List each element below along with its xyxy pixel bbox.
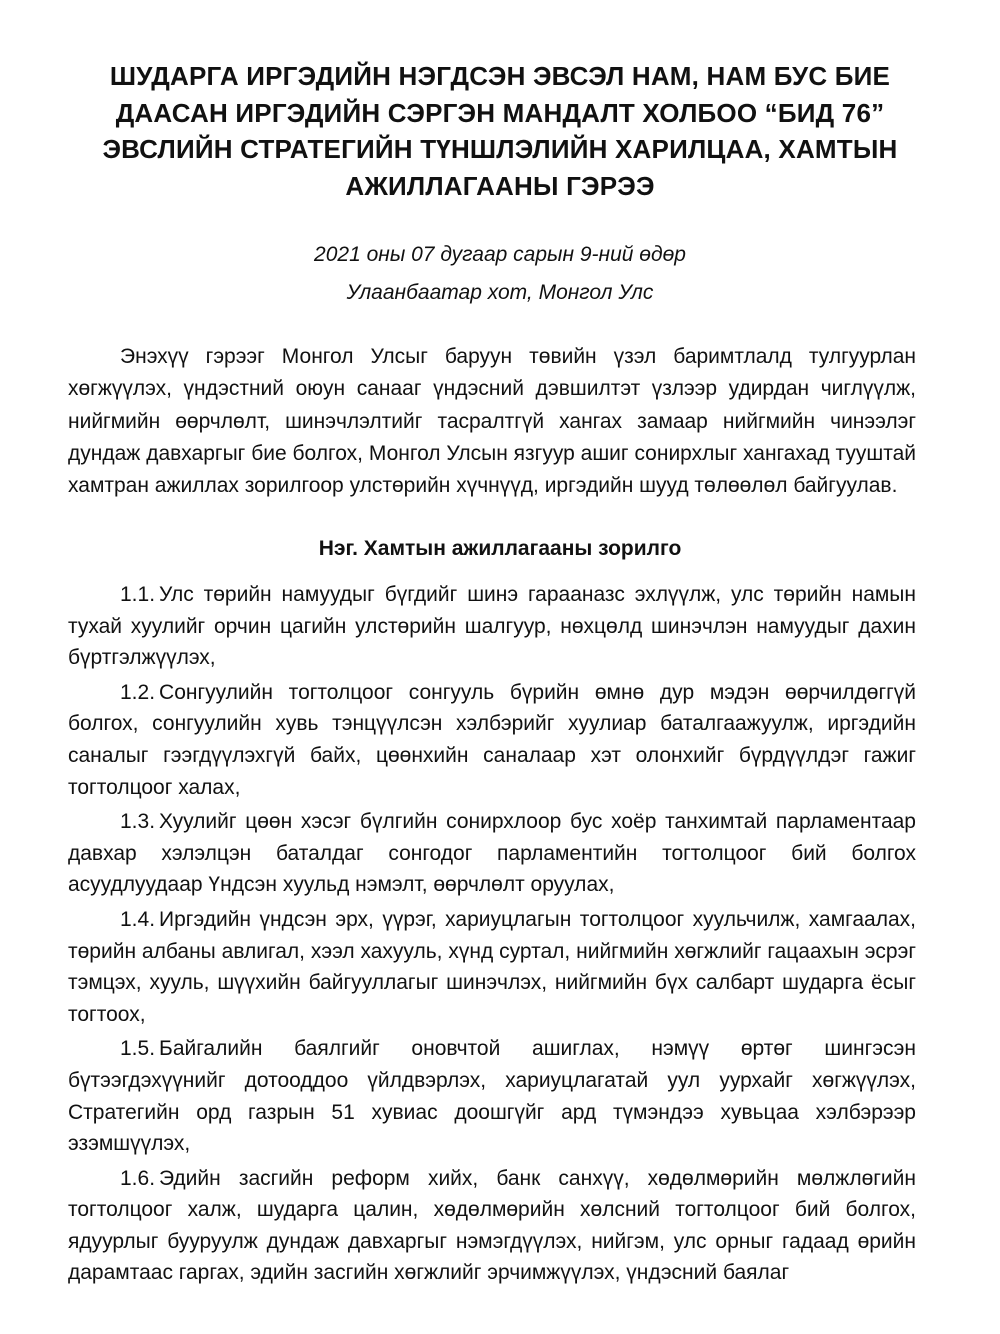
intro-paragraph: Энэхүү гэрээг Монгол Улсыг баруун төвийн үзэл баримтлалд тулгуурлан хөгжүүлэх, үндэстний оюун санааг үндэсний дэвшилтэт үзлээр удирдан чиглүүлж, нийгмийн өөрчлөлт, шинэчлэлтийг тасралтгүй хангах замаар нийгмийн чинээлэг дундаж давхаргыг бие болгох, Монгол Улсын язгуур ашиг сонирхлыг хангахад тууштай хамтран ажиллах зорилгоор улстөрийн хүчнүүд, иргэдийн шууд төлөөлөл байгуулав. [68,345,916,498]
title-line-2: ДААСАН ИРГЭДИЙН СЭРГЭН МАНДАЛТ ХОЛБОО “БИД 76” [115,97,885,128]
title-line-3: ЭВСЛИЙН СТРАТЕГИЙН ТҮНШЛЭЛИЙН ХАРИЛЦАА, ХАМТЫН [102,134,898,164]
title-line-4: АЖИЛЛАГААНЫ ГЭРЭЭ [345,170,655,201]
goal-list [68,579,916,1292]
list-item [68,677,916,803]
item-number: 1.6. [120,1166,156,1190]
item-number: 1.5. [120,1037,156,1061]
list-item [68,806,916,901]
item-text: Хуулийг цөөн хэсэг бүлгийн сонирхлоор бус хоёр танхимтай парламентаар давхар хэлэлцэн баталдаг сонгодог парламентийн тогтолцоог бий болгох асуудлуудаар Үндсэн хуульд нэмэлт, өөрчлөлт оруулах, [68,810,916,897]
item-text: Байгалийн баялгийг оновчтой ашиглах, нэмүү өртөг шингэсэн бүтээгдэхүүнийг дотооддоо үйлдвэрлэх, хариуцлагатай уул уурхайг хөгжүүлэх, Стратегийн орд газрын 51 хувиас доошгүйг ард түмэндээ хувьцаа хэлбэрээр эзэмшүүлэх, [68,1037,916,1156]
item-number: 1.3. [120,810,156,834]
item-text: Эдийн засгийн реформ хийх, банк санхүү, хөдөлмөрийн мөлжлөгийн тогтолцоог халж, шударга цалин, хөдөлмөрийн хөлсний тогтолцоог бий болгох, ядуурлыг бууруулж дундаж давхаргыг нэмэгдүүлэх, нийгэм, улс орныг гадаад өрийн дарамтаас гаргах, эдийн засгийн хөгжлийг эрчимжүүлэх, үндэсний баялаг [68,1166,916,1285]
list-item [68,1033,916,1159]
document-date: 2021 оны 07 дугаар сарын 9-ний өдөр [314,243,686,266]
document-location: Улаанбаатар хот, Монгол Улс [346,281,654,304]
item-number: 1.2. [120,680,156,704]
list-item [68,579,916,674]
item-number: 1.1. [120,583,156,606]
item-text: Иргэдийн үндсэн эрх, үүрэг, хариуцлагын тогтолцоог хуульчилж, хамгаалах, төрийн албаны авлигал, хээл хахууль, хүнд суртал, нийгмийн хөгжлийг гацаахын эсрэг тэмцэх, хууль, шүүхийн байгууллагыг шинэчлэх, нийгмийн бүх салбарт шударга ёсыг тогтоох, [68,907,916,1026]
document-meta [0,239,1000,309]
item-text: Улс төрийн намуудыг бүгдийг шинэ гарааназс эхлүүлж, улс төрийн намын тухай хуулийг орчин цагийн улстөрийн шалгуур, нөхцөлд шинэчлэн намуудыг дахин бүртгэлжүүлэх, [68,583,916,670]
document-title [95,58,905,204]
item-number: 1.4. [120,907,156,931]
section-heading: Нэг. Хамтын ажиллагааны зорилго [318,537,682,560]
list-item [68,904,916,1030]
list-item [68,1163,916,1289]
item-text: Сонгуулийн тогтолцоог сонгууль бүрийн өмнө дур мэдэн өөрчилдөггүй болгох, сонгуулийн хувь тэнцүүлсэн хэлбэрийг хуулиар баталгаажуулж, иргэдийн саналыг гээгдүүлэхгүй байх, цөөнхийн саналаар хэт олонхийг бүрдүүлдэг гажиг тогтолцоог халах, [68,680,916,799]
title-line-1: ШУДАРГА ИРГЭДИЙН НЭГДСЭН ЭВСЭЛ НАМ, НАМ БУС БИЕ [109,61,891,91]
